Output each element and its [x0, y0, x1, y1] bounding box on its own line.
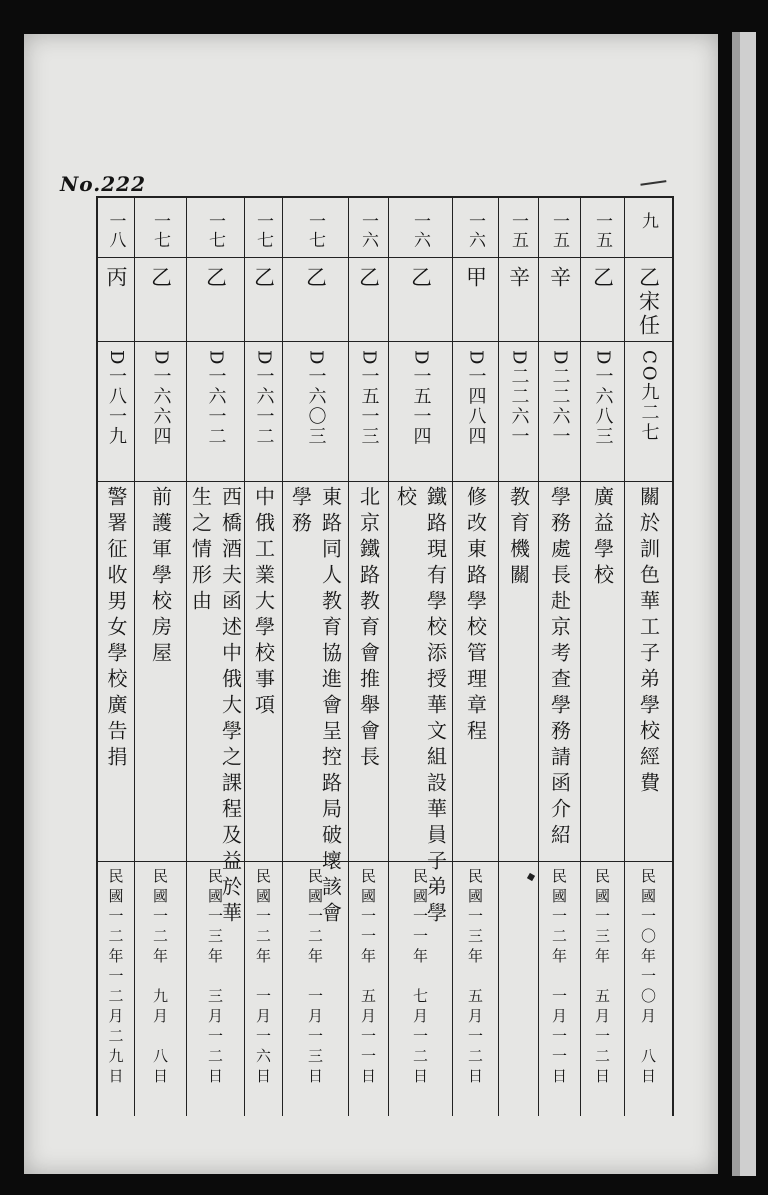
- record-date-cell: [283, 862, 348, 1116]
- table-row: [348, 198, 388, 1116]
- row-class: 乙: [303, 266, 328, 290]
- file-code: D一六八三: [592, 350, 614, 447]
- file-code-cell: [283, 342, 348, 482]
- row-number: 一六: [410, 212, 430, 250]
- file-code: CO九二七: [638, 350, 660, 443]
- subject-text: 修改東路學校管理章程: [463, 486, 488, 746]
- subject-text-cell: [499, 482, 538, 862]
- file-code-cell: [98, 342, 134, 482]
- subject-text-cell: [581, 482, 624, 862]
- table-row: [624, 198, 672, 1116]
- record-date-cell: [389, 862, 452, 1116]
- row-class-cell: [245, 258, 282, 342]
- row-number-cell: [453, 198, 498, 258]
- adjacent-page-edge: [732, 32, 756, 1176]
- file-code-cell: [539, 342, 580, 482]
- subject-text: 北京鐵路教育會推舉會長: [356, 486, 381, 772]
- record-date: 民國一二年一二月二九日: [106, 868, 125, 1088]
- table-row: [98, 198, 134, 1116]
- row-number-cell: [245, 198, 282, 258]
- subject-text-cell: [187, 482, 244, 928]
- table-row: [580, 198, 624, 1116]
- record-date-cell: [245, 862, 282, 1116]
- file-code: D一六〇三: [305, 350, 327, 447]
- row-number: 一八: [105, 212, 126, 250]
- row-class-cell: [349, 258, 388, 342]
- file-code-cell: [349, 342, 388, 482]
- row-number-cell: [135, 198, 186, 258]
- table-row: [282, 198, 348, 1116]
- row-number-cell: [98, 198, 134, 258]
- row-number: 九: [638, 212, 658, 231]
- row-class: 乙: [148, 266, 173, 290]
- row-class: 乙: [408, 266, 433, 290]
- row-class-cell: [135, 258, 186, 342]
- record-date-cell: [187, 862, 244, 1116]
- record-date-cell: [499, 862, 538, 1116]
- row-number-cell: [349, 198, 388, 258]
- file-code: D一五一三: [358, 350, 380, 447]
- file-code-cell: [499, 342, 538, 482]
- row-class: 辛: [506, 266, 531, 290]
- row-class: 丙: [104, 266, 128, 290]
- page-number: No.222: [60, 172, 146, 196]
- file-code: D一六一二: [253, 350, 275, 447]
- record-date: 民國一〇年一〇月 八日: [639, 868, 657, 1088]
- row-number: 一六: [465, 212, 485, 250]
- record-date: 民國一三年 三月一二日: [206, 868, 224, 1088]
- row-number: 一五: [508, 212, 528, 250]
- row-number: 一六: [358, 212, 378, 250]
- subject-text-cell: [283, 482, 348, 928]
- table-row: [498, 198, 538, 1116]
- row-class-cell: [283, 258, 348, 342]
- file-code: D二二六一: [508, 350, 530, 447]
- record-date-cell: [349, 862, 388, 1116]
- record-date: 民國一二年 九月 八日: [151, 868, 169, 1088]
- subject-text: 廣益學校: [590, 486, 615, 590]
- subject-text-cell: [539, 482, 580, 862]
- row-number-cell: [283, 198, 348, 258]
- subject-text: 西橋酒夫函述中俄大學之課程及益於華 生之情形由: [188, 486, 243, 928]
- subject-text-cell: [625, 482, 672, 862]
- file-code-cell: [187, 342, 244, 482]
- file-code-cell: [135, 342, 186, 482]
- row-class: 乙: [590, 266, 615, 290]
- subject-text: 前護軍學校房屋: [148, 486, 173, 668]
- record-date-cell: [581, 862, 624, 1116]
- row-class: 辛: [547, 266, 572, 290]
- record-date: 民國一二年 一月一六日: [254, 868, 272, 1088]
- row-number-cell: [389, 198, 452, 258]
- table-row: [186, 198, 244, 1116]
- record-date: 民國一一年 七月一二日: [411, 868, 429, 1088]
- subject-text-cell: [389, 482, 452, 928]
- subject-text-cell: [349, 482, 388, 862]
- record-date: 民國一三年 五月一二日: [593, 868, 611, 1088]
- row-class-cell: [625, 258, 672, 342]
- row-number: 一五: [549, 212, 569, 250]
- row-number-cell: [499, 198, 538, 258]
- row-number-cell: [187, 198, 244, 258]
- subject-text: 學務處長赴京考查學務請函介紹: [547, 486, 572, 850]
- record-date: 民國一一年 五月一一日: [359, 868, 377, 1088]
- file-code-cell: [625, 342, 672, 482]
- file-code: D二二六一: [549, 350, 571, 447]
- row-class: 乙宋任: [636, 266, 661, 338]
- subject-text-cell: [135, 482, 186, 862]
- file-code-cell: [581, 342, 624, 482]
- subject-text: 教育機關: [506, 486, 531, 590]
- record-date: 民國一三年 五月一二日: [466, 868, 484, 1088]
- row-number-cell: [625, 198, 672, 258]
- row-class-cell: [98, 258, 134, 342]
- file-code-cell: [453, 342, 498, 482]
- row-number-cell: [539, 198, 580, 258]
- record-date-cell: [98, 862, 134, 1116]
- file-code: D一六一二: [205, 350, 227, 447]
- row-class: 乙: [203, 266, 228, 290]
- file-code: D一六六四: [150, 350, 172, 447]
- row-class-cell: [581, 258, 624, 342]
- record-date-cell: [453, 862, 498, 1116]
- table-row: [244, 198, 282, 1116]
- row-class-cell: [453, 258, 498, 342]
- row-number: 一七: [205, 212, 225, 250]
- row-class-cell: [187, 258, 244, 342]
- record-date-cell: [625, 862, 672, 1116]
- file-code: D一四八四: [465, 350, 487, 447]
- row-number: 一七: [305, 212, 325, 250]
- row-class-cell: [389, 258, 452, 342]
- row-number: 一七: [150, 212, 170, 250]
- record-date: 民國一二年 一月一一日: [550, 868, 568, 1088]
- row-number: 一五: [592, 212, 612, 250]
- subject-text-cell: [245, 482, 282, 862]
- table-row: [388, 198, 452, 1116]
- row-class: 甲: [463, 266, 488, 290]
- record-date-cell: [539, 862, 580, 1116]
- table-row: [134, 198, 186, 1116]
- row-class-cell: [539, 258, 580, 342]
- subject-text: 東路同人教育協進會呈控路局破壞該會 學務: [288, 486, 343, 928]
- records-table: [96, 196, 674, 1116]
- subject-text-cell: [453, 482, 498, 862]
- row-class: 乙: [251, 266, 276, 290]
- subject-text: 中俄工業大學校事項: [251, 486, 276, 720]
- subject-text-cell: [98, 482, 134, 862]
- table-row: [538, 198, 580, 1116]
- row-number: 一七: [253, 212, 273, 250]
- row-class-cell: [499, 258, 538, 342]
- file-code-cell: [245, 342, 282, 482]
- file-code: D一五一四: [410, 350, 432, 447]
- row-number-cell: [581, 198, 624, 258]
- table-row: [452, 198, 498, 1116]
- subject-text: 鐵路現有學校添授華文組設華員子弟學 校: [393, 486, 448, 928]
- subject-text: 警署征收男女學校廣告捐: [104, 486, 128, 772]
- subject-text: 關於訓色華工子弟學校經費: [636, 486, 661, 798]
- record-date-cell: [135, 862, 186, 1116]
- file-code-cell: [389, 342, 452, 482]
- file-code: D一八一九: [106, 350, 127, 447]
- record-date: 民國一二年 一月一三日: [306, 868, 324, 1088]
- row-class: 乙: [356, 266, 381, 290]
